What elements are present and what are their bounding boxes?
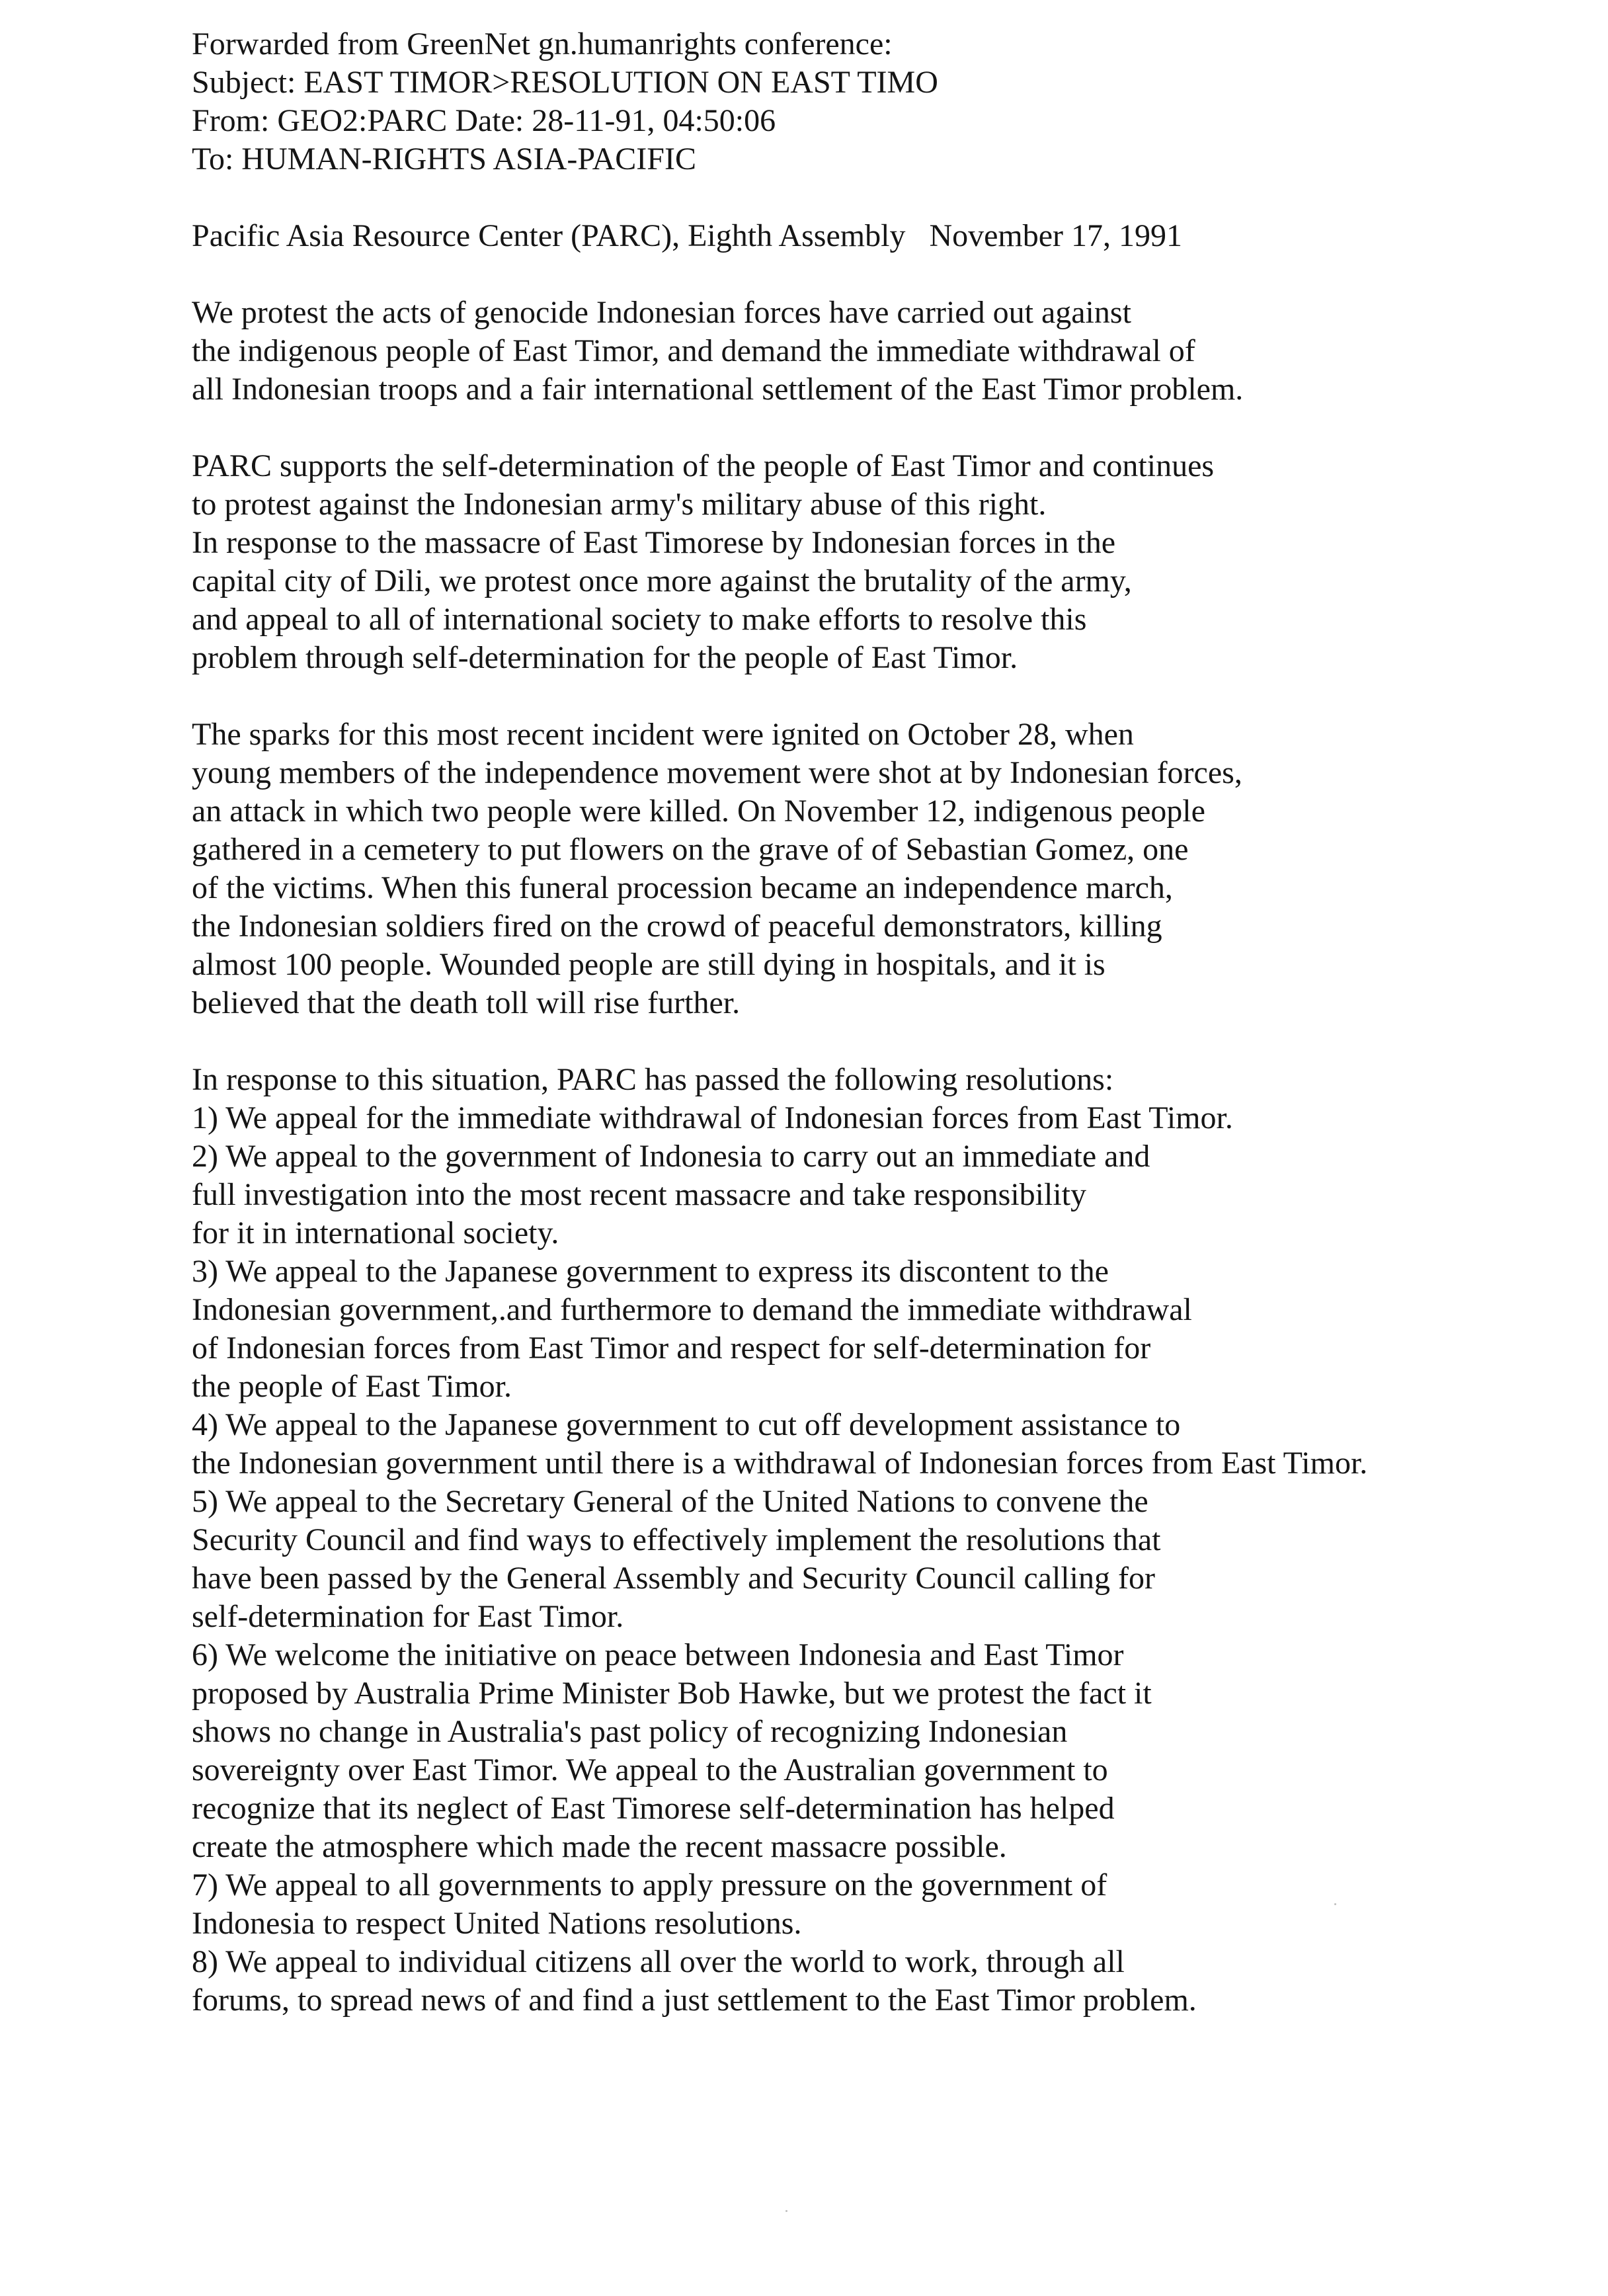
scan-speck xyxy=(1334,1903,1336,1905)
resolutions-intro: In response to this situation, PARC has passed the following resolutions: xyxy=(192,1062,1114,1097)
spacer xyxy=(192,677,1580,716)
resolution-item: have been passed by the General Assembly and Security Council calling for xyxy=(192,1561,1155,1596)
paragraph-line: almost 100 people. Wounded people are still dying in hospitals, and it is xyxy=(192,947,1106,982)
resolutions-list xyxy=(192,1061,1580,2020)
paragraph-line: We protest the acts of genocide Indonesian forces have carried out against xyxy=(192,295,1131,330)
resolution-item: for it in international society. xyxy=(192,1215,559,1250)
paragraph-line: an attack in which two people were killed. On November 12, indigenous people xyxy=(192,794,1205,829)
paragraph-self-determination xyxy=(192,447,1580,677)
resolution-item: Security Council and find ways to effectively implement the resolutions that xyxy=(192,1522,1161,1557)
scan-speck xyxy=(785,2210,787,2212)
resolution-item: Indonesian government,.and furthermore to demand the immediate withdrawal xyxy=(192,1292,1192,1327)
paragraph-line: problem through self-determination for the people of East Timor. xyxy=(192,640,1018,675)
resolution-item: 2) We appeal to the government of Indonesia to carry out an immediate and xyxy=(192,1139,1150,1174)
spacer xyxy=(192,409,1580,447)
resolution-item: recognize that its neglect of East Timorese self-determination has helped xyxy=(192,1791,1115,1826)
subject-line: Subject: EAST TIMOR>RESOLUTION ON EAST TIMO xyxy=(192,65,938,100)
email-header xyxy=(192,25,1580,179)
resolution-item: self-determination for East Timor. xyxy=(192,1599,624,1634)
resolution-item: full investigation into the most recent massacre and take responsibility xyxy=(192,1177,1086,1212)
paragraph-line: of the victims. When this funeral procession became an independence march, xyxy=(192,870,1173,905)
paragraph-line: capital city of Dili, we protest once more against the brutality of the army, xyxy=(192,563,1132,598)
to-line: To: HUMAN-RIGHTS ASIA-PACIFIC xyxy=(192,142,696,177)
resolution-item: 8) We appeal to individual citizens all over the world to work, through all xyxy=(192,1944,1125,1979)
resolution-item: the Indonesian government until there is a withdrawal of Indonesian forces from East Timor. xyxy=(192,1446,1368,1481)
paragraph-line: The sparks for this most recent incident were ignited on October 28, when xyxy=(192,717,1134,752)
resolution-item: of Indonesian forces from East Timor and respect for self-determination for xyxy=(192,1331,1151,1366)
resolution-item: 1) We appeal for the immediate withdrawal of Indonesian forces from East Timor. xyxy=(192,1100,1233,1135)
paragraph-line: PARC supports the self-determination of the people of East Timor and continues xyxy=(192,448,1215,483)
resolution-item: 3) We appeal to the Japanese government to express its discontent to the xyxy=(192,1254,1109,1289)
paragraph-protest xyxy=(192,294,1580,409)
resolution-item: 7) We appeal to all governments to apply pressure on the government of xyxy=(192,1867,1107,1903)
resolution-item: Indonesia to respect United Nations resolutions. xyxy=(192,1906,802,1941)
resolution-item: create the atmosphere which made the recent massacre possible. xyxy=(192,1829,1007,1864)
resolution-item: 6) We welcome the initiative on peace between Indonesia and East Timor xyxy=(192,1637,1124,1672)
document-title-line: Pacific Asia Resource Center (PARC), Eighth Assembly November 17, 1991 xyxy=(192,218,1183,253)
resolution-item: forums, to spread news of and find a just settlement to the East Timor problem. xyxy=(192,1983,1197,2018)
document-body xyxy=(192,25,1580,2020)
from-date-line: From: GEO2:PARC Date: 28-11-91, 04:50:06 xyxy=(192,103,776,138)
paragraph-line: and appeal to all of international society to make efforts to resolve this xyxy=(192,602,1087,637)
paragraph-line: all Indonesian troops and a fair international settlement of the East Timor problem. xyxy=(192,372,1244,407)
resolution-item: sovereignty over East Timor. We appeal to the Australian government to xyxy=(192,1752,1108,1787)
resolution-item: 4) We appeal to the Japanese government to cut off development assistance to xyxy=(192,1407,1181,1442)
resolution-item: the people of East Timor. xyxy=(192,1369,512,1404)
spacer xyxy=(192,179,1580,217)
paragraph-line: believed that the death toll will rise further. xyxy=(192,985,741,1020)
paragraph-incident xyxy=(192,716,1580,1022)
paragraph-line: the indigenous people of East Timor, and demand the immediate withdrawal of xyxy=(192,333,1195,368)
resolution-item: 5) We appeal to the Secretary General of the United Nations to convene the xyxy=(192,1484,1148,1519)
paragraph-line: In response to the massacre of East Timorese by Indonesian forces in the xyxy=(192,525,1115,560)
spacer xyxy=(192,255,1580,294)
paragraph-line: to protest against the Indonesian army's military abuse of this right. xyxy=(192,487,1047,522)
forwarded-line: Forwarded from GreenNet gn.humanrights conference: xyxy=(192,26,893,62)
spacer xyxy=(192,1022,1580,1061)
resolution-item: shows no change in Australia's past policy of recognizing Indonesian xyxy=(192,1714,1068,1749)
resolution-item: proposed by Australia Prime Minister Bob Hawke, but we protest the fact it xyxy=(192,1676,1152,1711)
paragraph-line: the Indonesian soldiers fired on the crowd of peaceful demonstrators, killing xyxy=(192,909,1162,944)
paragraph-line: young members of the independence movement were shot at by Indonesian forces, xyxy=(192,755,1242,790)
paragraph-line: gathered in a cemetery to put flowers on the grave of of Sebastian Gomez, one xyxy=(192,832,1189,867)
